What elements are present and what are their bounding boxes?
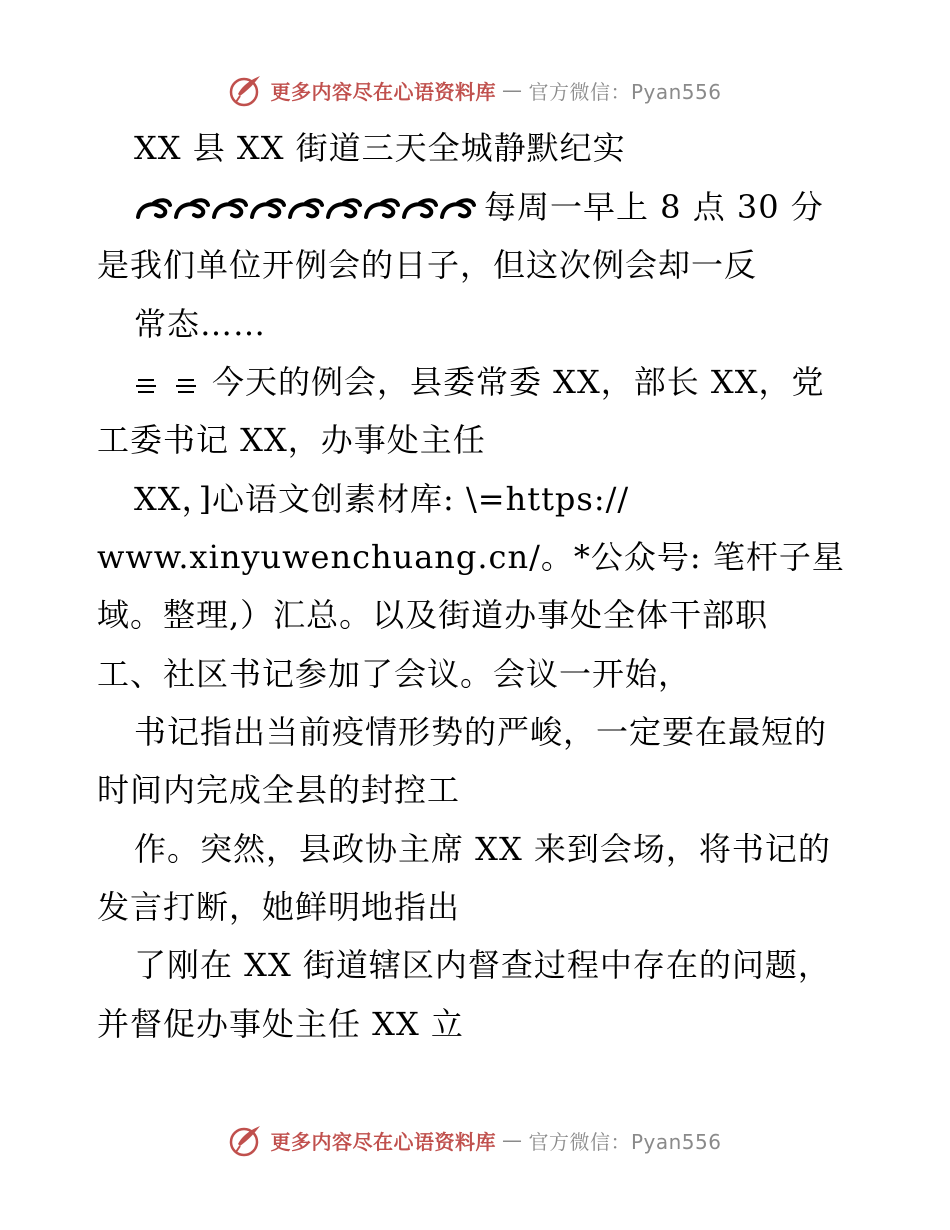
paragraph-text: 每周一早上 8 点 30 分 xyxy=(484,188,824,226)
paragraph-line xyxy=(134,362,824,402)
banner-dash: — xyxy=(501,78,523,102)
double-dash-icon xyxy=(134,370,212,400)
paragraph-line: 书记指出当前疫情形势的严峻，一定要在最短的 xyxy=(134,713,828,751)
swirl-ornament-icon xyxy=(134,195,484,225)
paragraph-line: 是我们单位开例会的日子，但这次例会却一反 xyxy=(97,246,758,284)
paragraph-line: 常态…… xyxy=(134,305,267,343)
paragraph-line xyxy=(134,187,824,227)
paragraph-text: 今天的例会，县委常委 XX，部长 XX，党 xyxy=(212,363,825,401)
banner-wechat: 官方微信：Pyan556 xyxy=(528,79,722,104)
paragraph-line: 发言打断，她鲜明地指出 xyxy=(97,888,461,926)
paragraph-line: 作。突然，县政协主席 XX 来到会场，将书记的 xyxy=(134,830,831,868)
header-banner xyxy=(0,70,950,110)
paragraph-line: 域。整理,）汇总。以及街道办事处全体干部职 xyxy=(97,596,769,634)
paragraph-line: 工、社区书记参加了会议。会议一开始， xyxy=(97,655,692,693)
feather-circle-logo-icon xyxy=(228,72,264,108)
footer-banner xyxy=(0,1120,950,1160)
banner-title: 更多内容尽在心语资料库 xyxy=(270,1129,496,1154)
doc-title: XX 县 XX 街道三天全城静默纪实 xyxy=(134,129,626,167)
footer-banner-inner xyxy=(228,1122,721,1158)
paragraph-line: XX，]心语文创素材库: \=https:// xyxy=(134,480,630,518)
paragraph-line: www.xinyuwenchuang.cn/。*公众号: 笔杆子星 xyxy=(97,538,845,576)
banner-dash: — xyxy=(501,1128,523,1152)
header-banner-inner xyxy=(228,72,721,108)
paragraph-line: 了刚在 XX 街道辖区内督查过程中存在的问题， xyxy=(134,946,831,984)
paragraph-line: 并督促办事处主任 XX 立 xyxy=(97,1005,464,1043)
banner-wechat: 官方微信：Pyan556 xyxy=(528,1129,722,1154)
paragraph-line: 工委书记 XX，办事处主任 xyxy=(97,421,486,459)
paragraph-line: 时间内完成全县的封控工 xyxy=(97,771,461,809)
banner-title: 更多内容尽在心语资料库 xyxy=(270,79,496,104)
feather-circle-logo-icon xyxy=(228,1122,264,1158)
